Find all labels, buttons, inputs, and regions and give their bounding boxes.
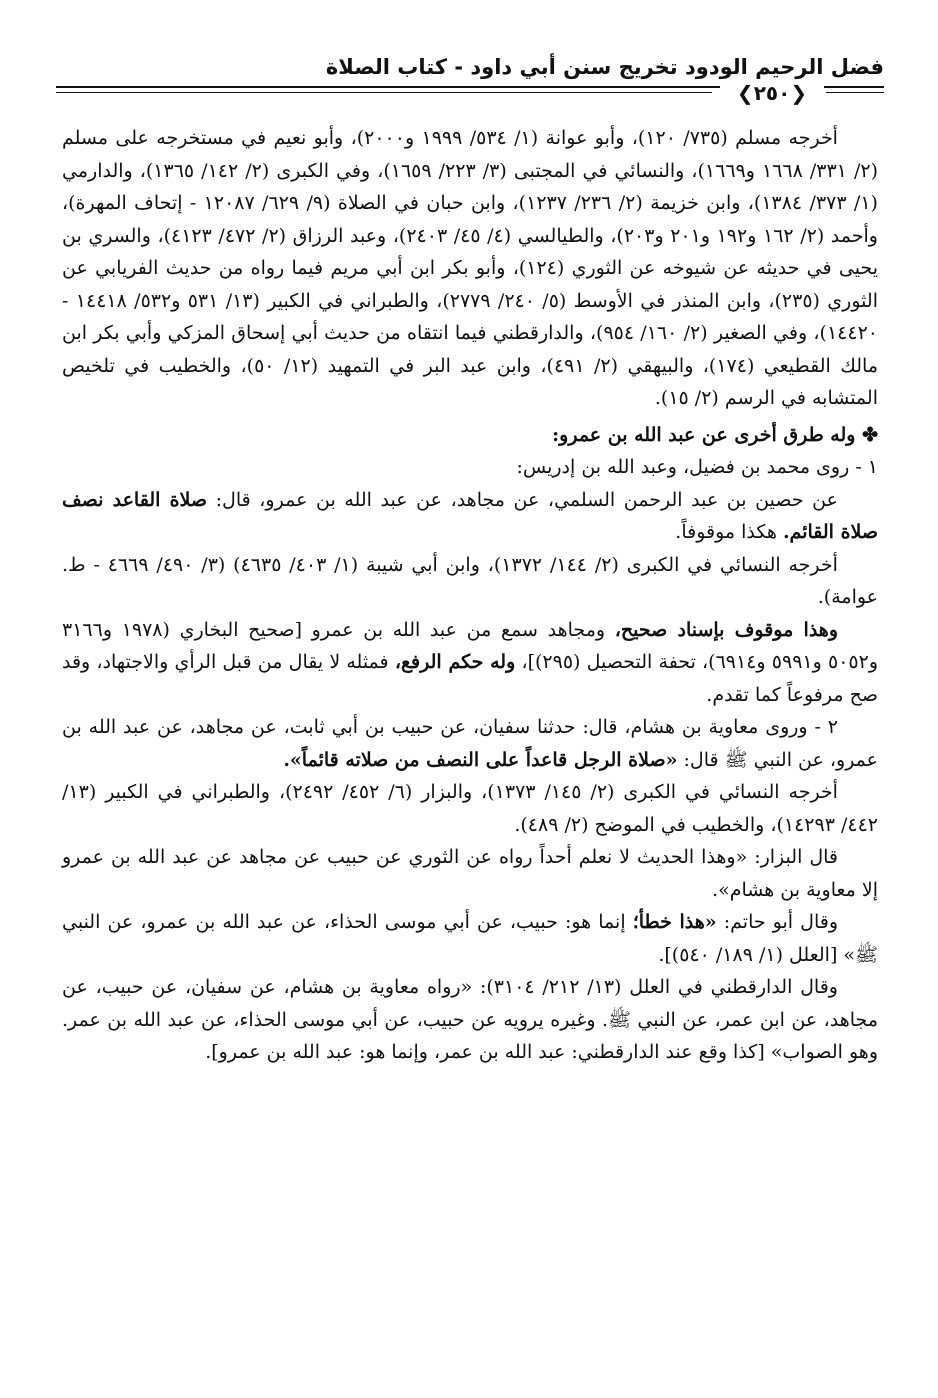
- route-2-chain-text: ٢ - وروى معاوية بن هشام، قال: حدثنا سفيان، عن حبيب بن أبي ثابت، عن مجاهد، عن عبد الله بن عمرو، عن النبي ﷺ قال:: [62, 716, 878, 771]
- page-header: [56, 52, 884, 112]
- header-rule-left: [56, 92, 712, 93]
- bracket-right-icon: ❯: [790, 81, 808, 105]
- route-1-verdict: [62, 614, 878, 712]
- route-2-takhrij: أخرجه النسائي في الكبرى (٢/ ١٤٥/ ١٣٧٣)، والبزار (٦/ ٤٥٢/ ٢٤٩٢)، والطبراني في الكبير (١٣/ ٤٤٢/ ١٤٢٩٣)، والخطيب في الموضح (٢/ ٤٨٩).: [62, 781, 878, 836]
- daraqutni-quote: وقال الدارقطني في العلل (١٣/ ٢١٢/ ٣١٠٤): «رواه معاوية بن هشام، عن سفيان، عن حبيب، عن مجاهد، عن ابن عمر، عن النبي ﷺ. وغيره يرويه عن حبيب، عن أبي موسى الحذاء، عن عبد الله بن عمر. وهو الصواب» [كذا وقع عند الدارقطني: عبد الله بن عمر، وإنما هو: عبد الله بن عمرو].: [62, 976, 878, 1063]
- route-1-takhrij: أخرجه النسائي في الكبرى (٢/ ١٤٤/ ١٣٧٢)، وابن أبي شيبة (١/ ٤٠٣/ ٤٦٣٥) (٣/ ٤٩٠/ ٤٦٦٩ - ط. عوامة).: [62, 553, 878, 608]
- route-1-mawquf-note: هكذا موقوفاً.: [675, 521, 783, 543]
- abu-hatim-post: إنما هو: حبيب، عن أبي موسى الحذاء، عن عبد الله بن عمرو، عن النبي ﷺ» [العلل (١/ ١٨٩/ ٥٤٠)].: [62, 911, 878, 966]
- running-title: فضل الرحيم الودود تخريج سنن أبي داود - كتاب الصلاة: [325, 55, 884, 79]
- takhrij-paragraph: أخرجه مسلم (٧٣٥/ ١٢٠)، وأبو عوانة (١/ ٥٣٤/ ١٩٩٩ و٢٠٠٠)، وأبو نعيم في مستخرجه على مسلم (٢/ ٣٣١/ ١٦٦٨ و١٦٦٩)، والنسائي في المجتبى (٣/ ٢٢٣/ ١٦٥٩)، وفي الكبرى (٢/ ١٤٢/ ١٣٦٥)، والدارمي (١/ ٣٧٣/ ١٣٨٤)، وابن خزيمة (٢/ ٢٣٦/ ١٢٣٧)، وابن حبان في الصلاة (٩/ ٦٢٩/ ١٢٠٨٧ - إتحاف المهرة)، وأحمد (٢/ ١٦٢ و١٩٢ و٢٠١ و٢٠٣)، والطيالسي (٤/ ٤٥/ ٢٤٠٣)، وعبد الرزاق (٢/ ٤٧٢/ ٤١٢٣)، والسري بن يحيى في حديثه عن شيوخه عن الثوري (١٢٤)، وأبو بكر ابن أبي مريم فيما رواه من حديث الفريابي عن الثوري (٢٣٥)، وابن المنذر في الأوسط (٥/ ٢٤٠/ ٢٧٧٩)، والطبراني في الكبير (١٣/ ٥٣١ و٥٣٢/ ١٤٤١٨ - ١٤٤٢٠)، وفي الصغير (٢/ ١٦٠/ ٩٥٤)، والدارقطني فيما انتقاه من حديث أبي إسحاق المزكي وأبي بكر ابن مالك القطيعي (١٧٤)، والبيهقي (٢/ ٤٩١)، وابن عبد البر في التمهيد (١٢/ ٥٠)، والخطيب في تلخيص المتشابه في الرسم (٢/ ١٥).: [62, 127, 878, 409]
- bazzar-quote: قال البزار: «وهذا الحديث لا نعلم أحداً رواه عن الثوري عن حبيب عن مجاهد عن عبد الله بن عمرو إلا معاوية بن هشام».: [62, 846, 878, 901]
- route-1-intro: ١ - روى محمد بن فضيل، وعبد الله بن إدريس:: [516, 456, 878, 478]
- main-text: [62, 122, 878, 1069]
- verdict-middle: ومجاهد سمع من عبد الله بن عمرو [صحيح البخاري (١٩٧٨ و٣١٦٦ و٥٠٥٢ و٥٩٩١ و٦٩١٤)، تحفة التحصيل (٢٩٥)]،: [62, 618, 879, 673]
- abu-hatim-quote: [62, 906, 878, 971]
- bracket-left-icon: ❮: [736, 81, 754, 105]
- verdict-raf: وله حكم الرفع،: [394, 651, 516, 673]
- verdict-sahih: وهذا موقوف بإسناد صحيح،: [614, 618, 838, 641]
- header-rule-right: [826, 92, 884, 93]
- abu-hatim-pre: وقال أبو حاتم:: [716, 911, 838, 933]
- route-2-matn: «صلاة الرجل قاعداً على النصف من صلاته قائماً».: [283, 748, 678, 771]
- verdict-end: فمثله لا يقال من قبل الرأي والاجتهاد، وقد صح مرفوعاً كما تقدم.: [62, 651, 878, 706]
- section-heading: ✤ وله طرق أخرى عن عبد الله بن عمرو:: [552, 423, 878, 446]
- page-number: ٢٥٠: [753, 81, 791, 105]
- route-1-matn: صلاة القاعد نصف صلاة القائم.: [62, 488, 878, 543]
- abu-hatim-bold: «هذا خطأ؛: [632, 911, 717, 933]
- page-number-badge: [720, 80, 824, 106]
- route-1-chain: [62, 484, 878, 549]
- route-2-chain: [62, 711, 878, 776]
- route-1-chain-text: عن حصين بن عبد الرحمن السلمي، عن مجاهد، عن عبد الله بن عمرو، قال:: [215, 488, 838, 511]
